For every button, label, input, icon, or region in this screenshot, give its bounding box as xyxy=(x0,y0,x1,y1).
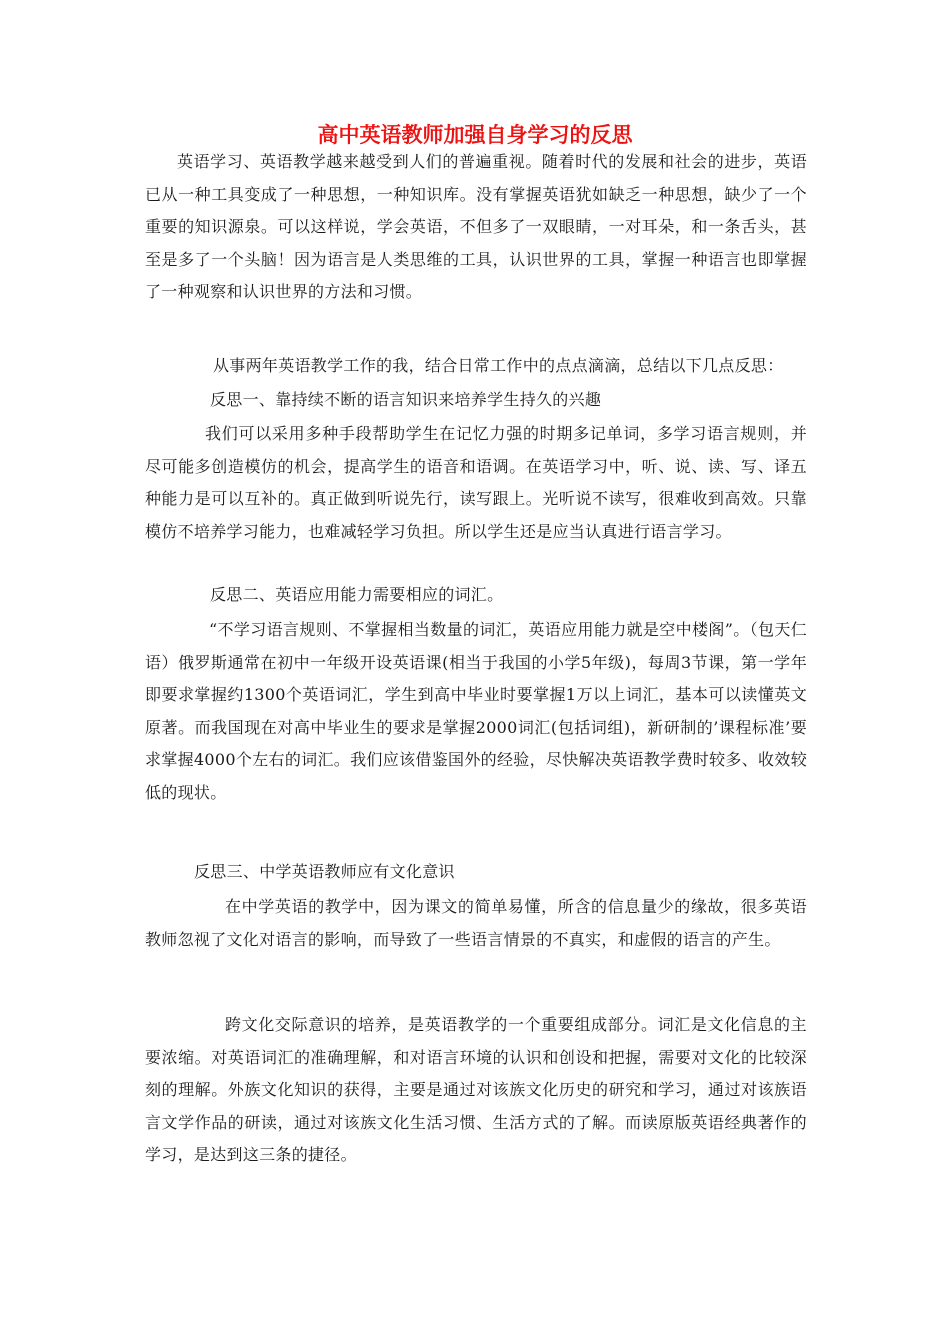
heading-reflection-one: 反思一、靠持续不断的语言知识来培养学生持久的兴趣 xyxy=(210,390,602,409)
heading-reflection-three: 反思三、中学英语教师应有文化意识 xyxy=(194,862,455,881)
paragraph-intro: 英语学习、英语教学越来越受到人们的普遍重视。随着时代的发展和社会的进步，英语已从一种工具变成了一种思想，一种知识库。没有掌握英语犹如缺乏一种思想，缺少了一个重要的知识源泉。可以这样说，学会英语，不但多了一双眼睛，一对耳朵，和一条舌头，甚至是多了一个头脑！因为语言是人类思维的工具，认识世界的工具，掌握一种语言也即掌握了一种观察和认识世界的方法和习惯。 xyxy=(145,152,807,301)
paragraph-reflection-one: 我们可以采用多种手段帮助学生在记忆力强的时期多记单词，多学习语言规则，并尽可能多创造模仿的机会，提高学生的语音和语调。在英语学习中，听、说、读、写、译五种能力是可以互补的。真正做到听说先行，读写跟上。光听说不读写，很难收到高效。只靠模仿不培养学习能力，也难减轻学习负担。所以学生还是应当认真进行语言学习。 xyxy=(145,424,807,541)
document-title: 高中英语教师加强自身学习的反思 xyxy=(317,122,633,147)
paragraph-cross-culture: 跨文化交际意识的培养，是英语教学的一个重要组成部分。词汇是文化信息的主要浓缩。对英语词汇的准确理解，和对语言环境的认识和创设和把握，需要对文化的比较深刻的理解。外族文化知识的获得，主要是通过对该族文化历史的研究和学习，通过对该族语言文学作品的研读，通过对该族文化生活习惯、生活方式的了解。而读原版英语经典著作的学习，是达到这三条的捷径。 xyxy=(145,1015,807,1164)
heading-reflection-two: 反思二、英语应用能力需要相应的词汇。 xyxy=(210,585,504,604)
paragraph-summary: 从事两年英语教学工作的我，结合日常工作中的点点滴滴，总结以下几点反思： xyxy=(213,356,784,375)
paragraph-reflection-two: “不学习语言规则、不掌握相当数量的词汇，英语应用能力就是空中楼阁”。（包天仁语）俄罗斯通常在初中一年级开设英语课(相当于我国的小学5年级)，每周3节课，第一学年即要求掌握约1300个英语词汇，学生到高中毕业时要掌握1万以上词汇，基本可以读懂英文原著。而我国现在对高中毕业生的要求是掌握2000词汇(包括词组)，新研制的’课程标准’要求掌握4000个左右的词汇。我们应该借鉴国外的经验，尽快解决英语教学费时较多、收效较低的现状。 xyxy=(145,620,807,802)
paragraph-reflection-three: 在中学英语的教学中，因为课文的简单易懂，所含的信息量少的缘故，很多英语教师忽视了文化对语言的影响，而导致了一些语言情景的不真实，和虚假的语言的产生。 xyxy=(145,897,807,949)
